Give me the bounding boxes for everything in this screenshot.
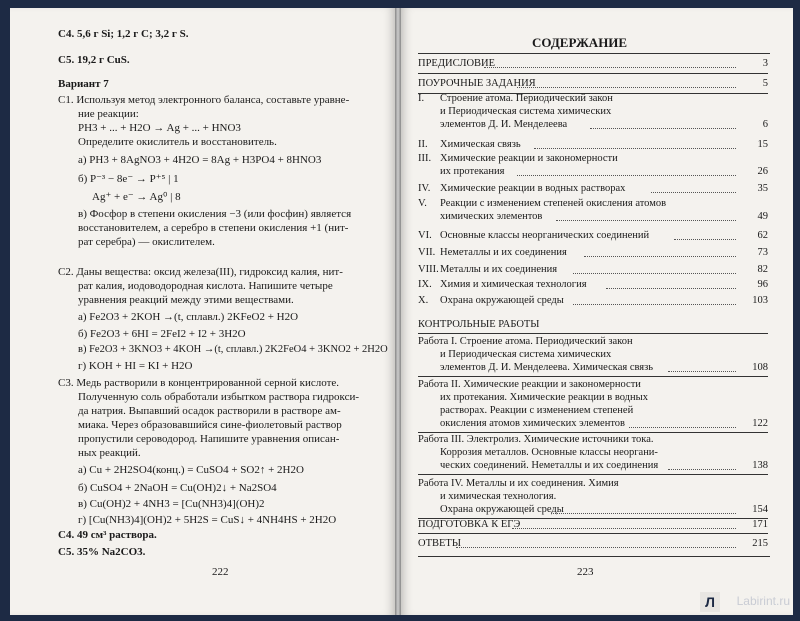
toc-entry-page: 3 [762,58,768,69]
toc-entry-text: и химическая технология. [440,491,557,502]
toc-entry-number: III. [418,153,432,164]
toc-entry-page: 35 [757,183,768,194]
toc-entry-text: Реакции с изменением степеней окисления атомов [440,198,667,209]
toc-entry-page: 6 [762,119,768,130]
answer-c2-a: а) Fe2O3 + 2KOH →(t, сплавл.) 2KFeO2 + H2O [78,311,299,323]
answer-c1-c1: в) Фосфор в степени окисления −3 (или фосфин) является [78,208,352,220]
toc-entry-text: Химия и химическая технология [440,279,587,290]
toc-entry-number: II. [418,139,428,150]
page-number-left: 222 [212,566,229,578]
toc-entry-text: химических элементов [440,211,543,222]
task-c1-equation: PH3 + ... + H2O → Ag + ... + HNO3 [78,122,241,134]
toc-entry-text: КОНТРОЛЬНЫЕ РАБОТЫ [418,319,540,330]
answer-c1-b2: Ag⁺ + e⁻ → Ag⁰ | 8 [92,191,181,203]
answer-c3-b: б) CuSO4 + 2NaOH = Cu(OH)2↓ + Na2SO4 [78,482,277,494]
task-c3-line5: пропустили сероводород. Напишите уравнения описан- [78,433,340,445]
toc-entry-text: их протекания. Химические реакции в водных [440,392,648,403]
answer-c4: C4. 5,6 г Si; 1,2 г C; 3,2 г S. [58,28,189,40]
task-c3-line3: да натрия. Выпавший осадок растворили в растворе ам- [78,405,341,417]
toc-entry-page: 215 [752,538,768,549]
toc-entry-text: Работа II. Химические реакции и закономерности [418,379,641,390]
task-c1-line3: Определите окислитель и восстановитель. [78,136,277,148]
title-rule [418,53,770,54]
task-c2-line2: рат калия, иодоводородная кислота. Напишите четыре [78,280,333,292]
toc-entry-page: 103 [752,295,768,306]
toc-entry-text: окисления атомов химических элементов [440,418,625,429]
toc-dot-leader [573,304,736,305]
toc-dot-leader [590,128,736,129]
answer-c1-c3: рат серебра) — окислителем. [78,236,215,248]
toc-entry-text: ПРЕДИСЛОВИЕ [418,58,496,69]
answer-c2-c: в) Fe2O3 + 3KNO3 + 4KOH →(t, сплавл.) 2K2FeO4 + 3KNO2 + 2H2O [78,344,388,355]
section-rule [418,533,768,534]
toc-dot-leader [512,528,736,529]
toc-entry-number: IX. [418,279,432,290]
toc-entry-text: ческих соединений. Неметаллы и их соединения [440,460,659,471]
toc-entry-page: 73 [757,247,768,258]
toc-entry-text: Работа IV. Металлы и их соединения. Химия [418,478,619,489]
toc-dot-leader [556,220,736,221]
toc-entry-text: Работа III. Электролиз. Химические источники тока. [418,434,654,445]
section-rule [418,474,768,475]
toc-entry-number: VIII. [418,264,439,275]
toc-dot-leader [629,427,736,428]
toc-dot-leader [668,371,736,372]
task-c3-line2: Полученную соль обработали избытком раствора гидрокси- [78,391,360,403]
toc-entry-number: VI. [418,230,432,241]
toc-entry-text: и Периодическая система химических [440,349,612,360]
answer-c5: C5. 19,2 г CuS. [58,54,130,66]
toc-entry-page: 171 [752,519,768,530]
toc-entry-number: I. [418,93,425,104]
toc-entry-text: Химические реакции в водных растворах [440,183,626,194]
toc-entry-text: Охрана окружающей среды [440,504,564,515]
toc-entry-text: Химические реакции и закономерности [440,153,618,164]
toc-dot-leader [551,513,736,514]
section-rule [418,333,768,334]
toc-entry-text: Строение атома. Периодический закон [440,93,613,104]
toc-entry-page: 62 [757,230,768,241]
bottom-rule [418,556,770,557]
toc-entry-text: и Периодическая система химических [440,106,612,117]
section-rule [418,376,768,377]
task-c1-line2: ние реакции: [78,108,139,120]
toc-entry-text: Работа I. Строение атома. Периодический закон [418,336,633,347]
toc-entry-page: 26 [757,166,768,177]
toc-entry-text: элементов Д. И. Менделеева. Химическая связь [440,362,654,373]
answer-c1-b1: б) P⁻³ − 8e⁻ → P⁺⁵ | 1 [78,173,179,185]
toc-entry-page: 82 [757,264,768,275]
section-rule [418,73,768,74]
toc-dot-leader [668,469,736,470]
contents-title: СОДЕРЖАНИЕ [532,35,628,50]
toc-entry-text: Охрана окружающей среды [440,295,564,306]
variant-heading: Вариант 7 [58,78,109,90]
toc-entry-page: 5 [762,78,768,89]
toc-entry-number: VII. [418,247,436,258]
toc-entry-number: V. [418,198,427,209]
toc-entry-text: Коррозия металлов. Основные классы неоргани- [440,447,658,458]
toc-entry-text: ПОДГОТОВКА К ЕГЭ [418,519,521,530]
answer-c3-c: в) Cu(OH)2 + 4NH3 = [Cu(NH3)4](OH)2 [78,498,265,510]
toc-dot-leader [674,239,736,240]
toc-dot-leader [534,148,736,149]
toc-dot-leader [606,288,736,289]
page-number-right: 223 [577,566,594,578]
answer-c2-b: б) Fe2O3 + 6HI = 2FeI2 + I2 + 3H2O [78,328,246,340]
toc-entry-text: растворах. Реакции с изменением степеней [440,405,634,416]
toc-entry-text: ОТВЕТЫ [418,538,461,549]
task-c2-line3: уравнения реакций между этими веществами. [78,294,294,306]
toc-dot-leader [517,175,736,176]
toc-entry-text: Основные классы неорганических соединений [440,230,650,241]
task-c1-line1: C1. Используя метод электронного баланса, составьте уравне- [58,94,350,106]
answer-c3-d: г) [Cu(NH3)4](OH)2 + 5H2S = CuS↓ + 4NH4HS + 2H2O [78,514,337,526]
task-c3-line6: ных реакций. [78,447,141,459]
toc-entry-page: 138 [752,460,768,471]
answer-c3-a: а) Cu + 2H2SO4(конц.) = CuSO4 + SO2↑ + 2H2O [78,464,304,476]
answer-c1-c2: восстановителем, а серебро в степени окисления +1 (нит- [78,222,349,234]
task-c3-line4: миака. Через образовавшийся сине-фиолетовый раствор [78,419,342,431]
toc-dot-leader [456,547,736,548]
toc-dot-leader [517,87,736,88]
toc-entry-text: Химическая связь [440,139,521,150]
toc-dot-leader [484,67,736,68]
toc-entry-number: X. [418,295,429,306]
toc-entry-text: ПОУРОЧНЫЕ ЗАДАНИЯ [418,78,536,89]
toc-dot-leader [573,273,736,274]
toc-entry-number: IV. [418,183,431,194]
toc-dot-leader [584,256,736,257]
toc-dot-leader [651,192,736,193]
answer-c1-a: а) PH3 + 8AgNO3 + 4H2O = 8Ag + H3PO4 + 8HNO3 [78,154,322,166]
toc-entry-text: Неметаллы и их соединения [440,247,567,258]
task-c3-line1: C3. Медь растворили в концентрированной серной кислоте. [58,377,340,389]
watermark: Labirint.ru [736,594,790,608]
task-c2-line1: C2. Даны вещества: оксид железа(III), гидроксид калия, нит- [58,266,343,278]
toc-entry-page: 49 [757,211,768,222]
answer-c5-v7: C5. 35% Na2CO3. [58,546,146,558]
toc-entry-text: Металлы и их соединения [440,264,558,275]
toc-entry-page: 122 [752,418,768,429]
toc-entry-text: элементов Д. И. Менделеева [440,119,568,130]
toc-entry-page: 108 [752,362,768,373]
toc-entry-page: 154 [752,504,768,515]
toc-entry-text: их протекания [440,166,505,177]
answer-c2-d: г) KOH + HI = KI + H2O [78,360,193,372]
publisher-logo: Л [700,592,720,612]
toc-entry-page: 96 [757,279,768,290]
toc-entry-page: 15 [757,139,768,150]
answer-c4-v7: C4. 49 см³ раствора. [58,529,157,541]
